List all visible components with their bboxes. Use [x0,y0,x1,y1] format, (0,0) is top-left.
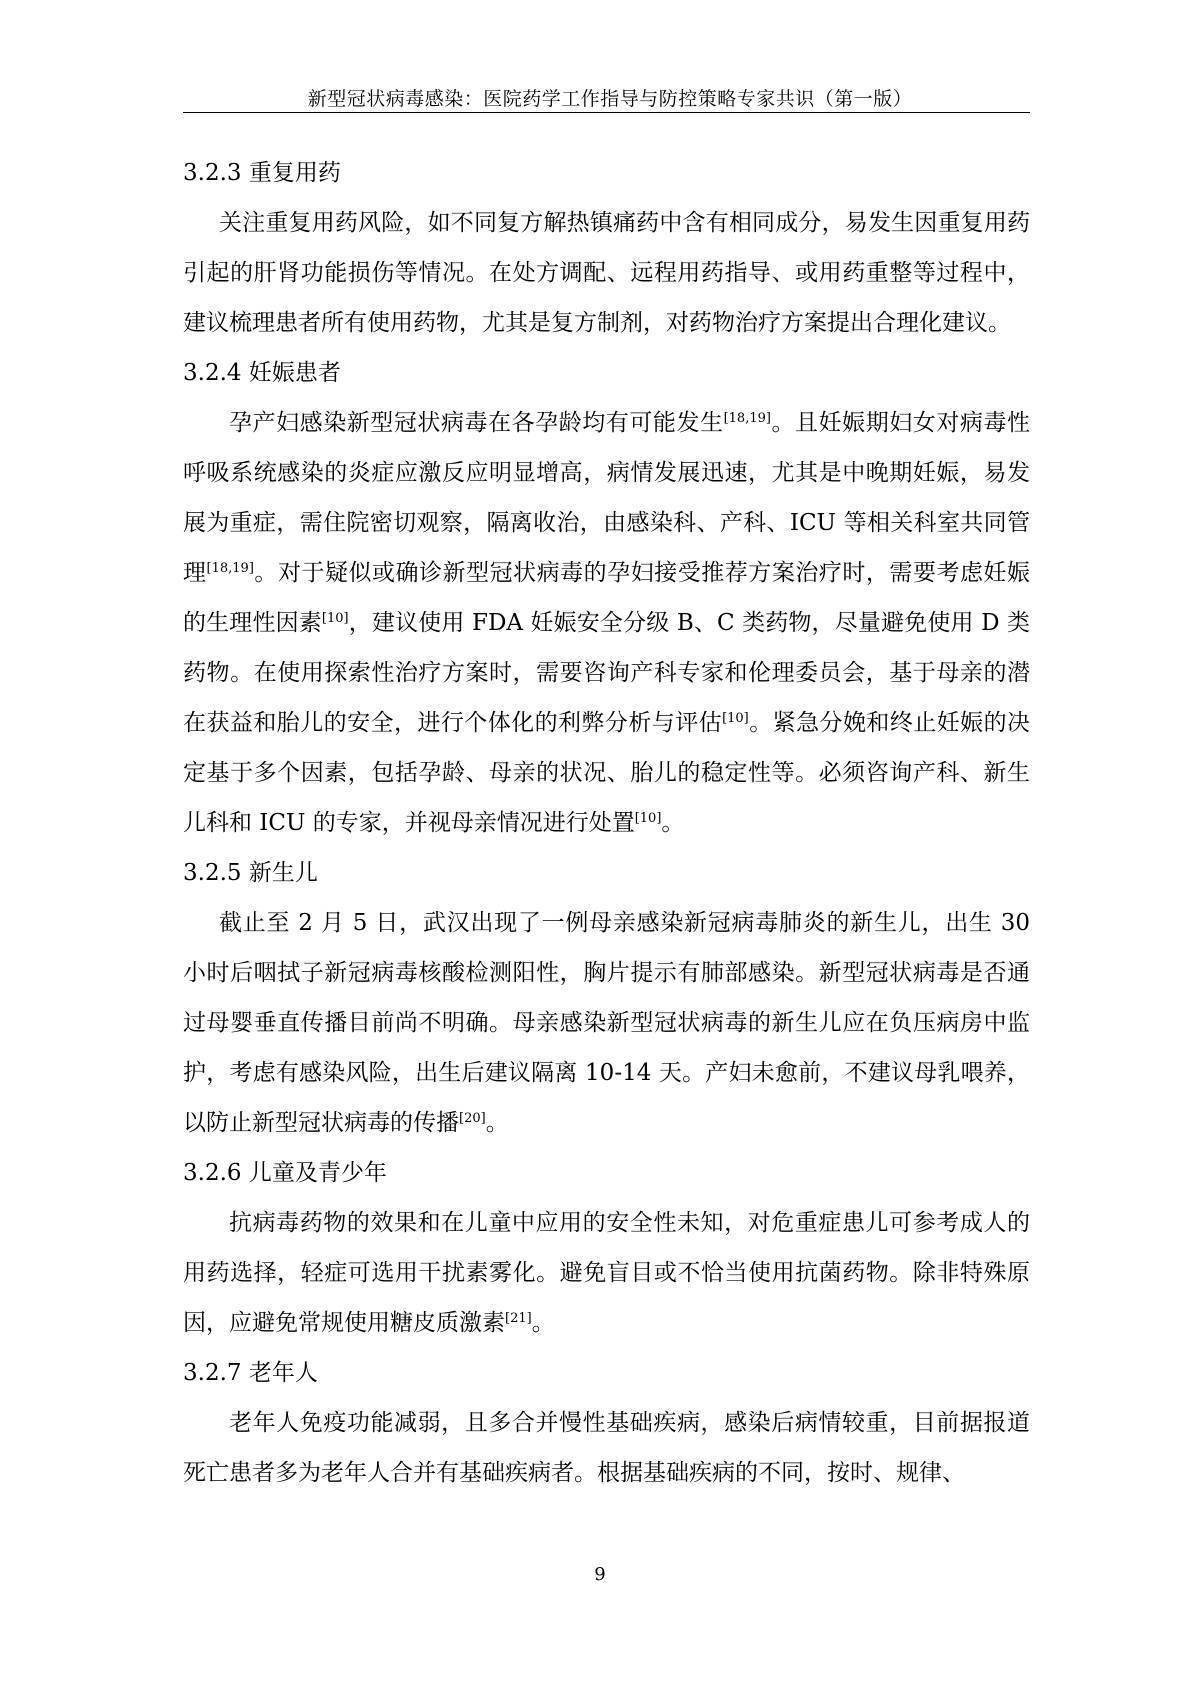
paragraph-duplicate-medication: 关注重复用药风险，如不同复方解热镇痛药中含有相同成分，易发生因重复用药引起的肝肾功能损伤等情况。在处方调配、远程用药指导、或用药重整等过程中，建议梳理患者所有使用药物，尤其是复方制剂，对药物治疗方案提出合理化建议。 [183,210,1030,336]
text-run: 。对于疑似或确诊新型冠状病毒的孕妇接受推荐方案治疗时，需要考虑妊娠的生理性因素 [183,560,1031,636]
citation: [21] [505,1311,532,1326]
text-run: ，建议使用 FDA 妊娠安全分级 B、C 类药物，尽量避免使用 D 类药物。在使用探索性治疗方案时，需要咨询产科专家和伦理委员会，基于母亲的潜在获益和胎儿的安全，进行个体化的利弊分析与评估 [183,610,1030,736]
paragraph-pregnant-patients [183,398,1030,848]
page-number: 9 [594,1564,606,1585]
paragraph-children-adolescents [183,1198,1030,1348]
section-heading-3-2-6: 3.2.6 儿童及青少年 [183,1160,387,1186]
citation: [18,19] [206,561,254,576]
citation: [18,19] [723,411,771,426]
text-run: 。且妊娠期妇女对病毒性呼吸系统感染的炎症应激反应明显增高，病情发展迅速，尤其是中晚期妊娠，易发展为重症，需住院密切观察，隔离收治，由感染科、产科、ICU 等相关科室共同管理 [183,410,1031,586]
citation: [10] [722,711,749,726]
text-run: 截止至 2 月 5 日，武汉出现了一例母亲感染新冠病毒肺炎的新生儿，出生 30 小时后咽拭子新冠病毒核酸检测阳性，胸片提示有肺部感染。新型冠状病毒是否通过母婴垂直传播目前尚不明确。母亲感染新型冠状病毒的新生儿应在负压病房中监护，考虑有感染风险，出生后建议隔离 10-14 天。产妇未愈前，不建议母乳喂养，以防止新型冠状病毒的传播 [183,910,1030,1136]
citation: [20] [459,1111,486,1126]
section-heading-3-2-4: 3.2.4 妊娠患者 [183,360,341,386]
paragraph-newborns [183,898,1030,1148]
citation: [10] [321,611,349,626]
running-head: 新型冠状病毒感染：医院药学工作指导与防控策略专家共识（第一版） [307,88,913,110]
text-run: 抗病毒药物的效果和在儿童中应用的安全性未知，对危重症患儿可参考成人的用药选择，轻症可选用干扰素雾化。避免盲目或不恰当使用抗菌药物。除非特殊原因，应避免常规使用糖皮质激素 [183,1210,1030,1336]
section-heading-3-2-7: 3.2.7 老年人 [183,1360,318,1386]
text-run: 。 [485,1110,509,1136]
text-run: 。 [531,1310,555,1336]
section-heading-3-2-5: 3.2.5 新生儿 [183,860,318,886]
header-rule [183,112,1030,113]
section-heading-3-2-3: 3.2.3 重复用药 [183,160,341,186]
paragraph-elderly: 老年人免疫功能减弱，且多合并慢性基础疾病，感染后病情较重，目前据报道死亡患者多为老年人合并有基础疾病者。根据基础疾病的不同，按时、规律、 [183,1410,1030,1486]
text-run: 孕产妇感染新型冠状病毒在各孕龄均有可能发生 [229,410,724,436]
citation: [10] [634,811,662,826]
text-run: 。紧急分娩和终止妊娠的决定基于多个因素，包括孕龄、母亲的状况、胎儿的稳定性等。必须咨询产科、新生儿科和 ICU 的专家，并视母亲情况进行处置 [183,710,1030,836]
text-run: 。 [661,810,685,836]
page-body [183,148,1030,1498]
